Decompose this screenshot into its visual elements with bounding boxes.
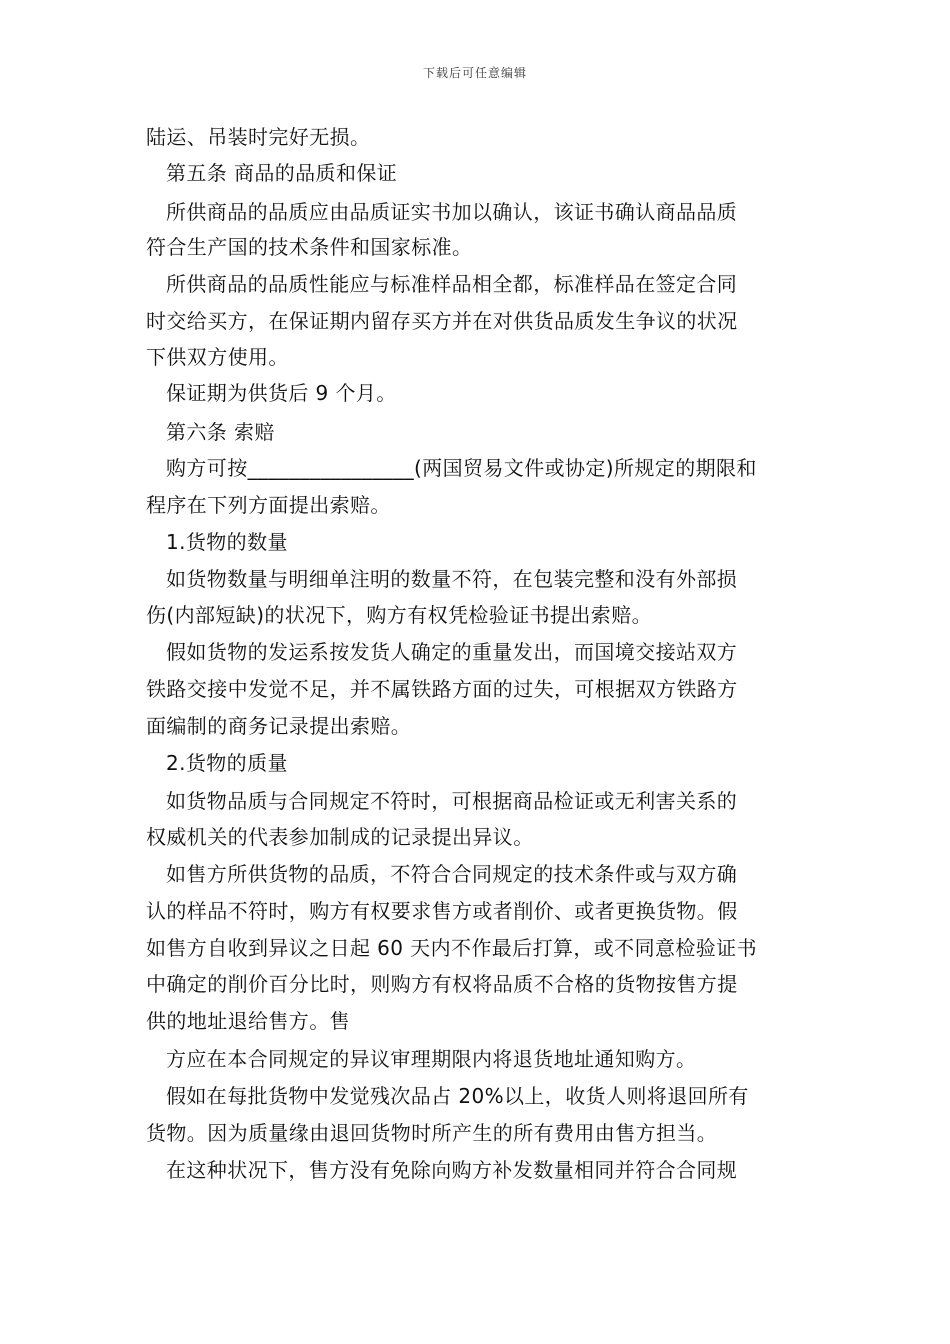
page-header: 下载后可任意编辑 — [422, 66, 527, 80]
text-line: 所供商品的品质应由品质证实书加以确认，该证书确认商品品质 — [166, 200, 738, 224]
text-line: 假如货物的发运系按发货人确定的重量发出，而国境交接站双方 — [166, 640, 738, 664]
text-line: 在这种状况下，售方没有免除向购方补发数量相同并符合合同规 — [166, 1158, 738, 1182]
subsection-heading: 1.货物的数量 — [166, 530, 288, 554]
text-line: 购方可按________________(两国贸易文件或协定)所规定的期限和 — [166, 456, 757, 480]
section-heading: 第五条 商品的品质和保证 — [166, 161, 398, 185]
text-line: 中确定的削价百分比时，则购方有权将品质不合格的货物按售方提 — [146, 972, 738, 996]
text-line: 铁路交接中发觉不足，并不属铁路方面的过失，可根据双方铁路方 — [146, 677, 738, 701]
text-line: 供的地址退给售方。售 — [146, 1009, 350, 1033]
text-line: 货物。因为质量缘由退回货物时所产生的所有费用由售方担当。 — [146, 1121, 718, 1145]
text-line: 权威机关的代表参加制成的记录提出异议。 — [146, 825, 534, 849]
text-line: 所供商品的品质性能应与标准样品相全都，标准样品在签定合同 — [166, 272, 738, 296]
text-line: 如售方所供货物的品质，不符合合同规定的技术条件或与双方确 — [166, 862, 738, 886]
text-line: 保证期为供货后 9 个月。 — [166, 381, 397, 405]
text-line: 陆运、吊装时完好无损。 — [146, 125, 371, 149]
text-line: 面编制的商务记录提出索赔。 — [146, 714, 412, 738]
section-heading: 第六条 索赔 — [166, 420, 275, 444]
text-line: 假如在每批货物中发觉残次品占 20%以上，收货人则将退回所有 — [166, 1084, 749, 1108]
text-line: 符合生产国的技术条件和国家标准。 — [146, 235, 473, 259]
text-line: 程序在下列方面提出索赔。 — [146, 493, 391, 517]
text-line: 如货物数量与明细单注明的数量不符，在包装完整和没有外部损 — [166, 567, 738, 591]
subsection-heading: 2.货物的质量 — [166, 751, 288, 775]
text-line: 时交给买方，在保证期内留存买方并在对供货品质发生争议的状况 — [146, 309, 738, 333]
text-line: 方应在本合同规定的异议审理期限内将退货地址通知购方。 — [166, 1047, 697, 1071]
text-line: 认的样品不符时，购方有权要求售方或者削价、或者更换货物。假 — [146, 899, 738, 923]
text-line: 下供双方使用。 — [146, 345, 289, 369]
text-line: 伤(内部短缺)的状况下，购方有权凭检验证书提出索赔。 — [146, 603, 653, 627]
text-line: 如货物品质与合同规定不符时，可根据商品检证或无利害关系的 — [166, 789, 738, 813]
text-line: 如售方自收到异议之日起 60 天内不作最后打算，或不同意检验证书 — [146, 936, 757, 960]
